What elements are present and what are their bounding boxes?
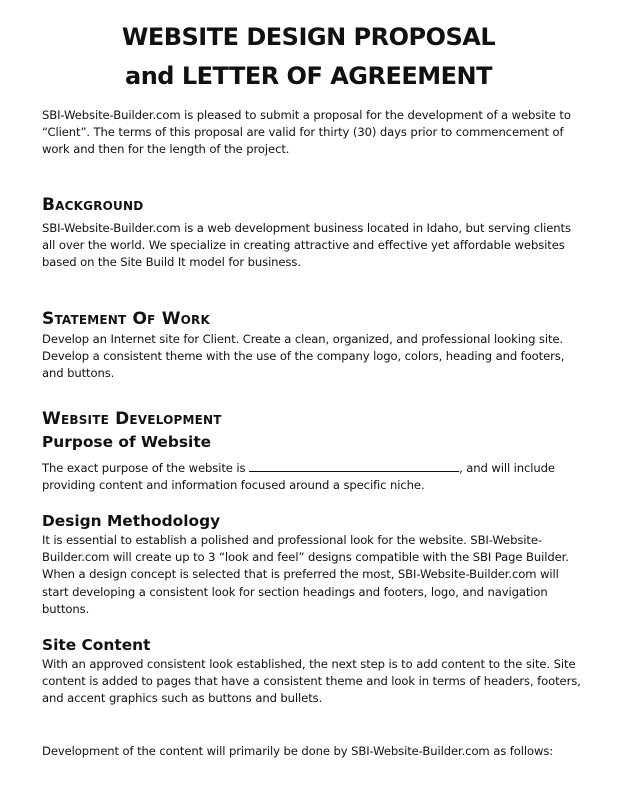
purpose-text-before: The exact purpose of the website is xyxy=(42,461,250,475)
development-paragraph: Development of the content will primarily be done by SBI-Website-Builder.com as follows: xyxy=(42,744,554,758)
intro-paragraph: SBI-Website-Builder.com is pleased to submit a proposal for the development of a website to “Client”. The terms of this proposal are valid for thirty (30) days prior to commencement of work and then for the length of the project. xyxy=(42,108,571,157)
background-heading: Background xyxy=(42,195,144,215)
purpose-text-after: , and will include providing content and information focused around a specific niche. xyxy=(42,461,555,493)
design-methodology-heading: Design Methodology xyxy=(42,512,221,530)
site-content-paragraph: With an approved consistent look established, the next step is to add content to the site. Site content is added to pages that have a consistent theme and look in terms of headers, footers, and accent graphics such as buttons and bullets. xyxy=(42,657,581,706)
site-content-heading: Site Content xyxy=(42,636,151,654)
design-methodology-paragraph: It is essential to establish a polished and professional look for the website. SBI-Website-Builder.com will create up to 3 “look and feel” designs compatible with the SBI Page Builder. When a design concept is selected that is preferred the most, SBI-Website-Builder.com will start developing a consistent look for section headings and footers, logo, and navigation buttons. xyxy=(42,533,569,616)
purpose-blank-line xyxy=(249,461,459,472)
purpose-of-website-heading: Purpose of Website xyxy=(42,433,212,451)
document-title-line-1: WEBSITE DESIGN PROPOSAL xyxy=(121,23,496,51)
statement-of-work-heading: Statement Of Work xyxy=(42,309,210,329)
document-title-line-2: and LETTER OF AGREEMENT xyxy=(125,62,492,90)
background-paragraph: SBI-Website-Builder.com is a web development business located in Idaho, but serving clients all over the world. We specialize in creating attractive and effective yet affordable websites based on the Site Build It model for business. xyxy=(42,221,571,270)
website-development-heading: Website Development xyxy=(42,409,222,429)
purpose-paragraph xyxy=(42,460,582,494)
statement-of-work-paragraph: Develop an Internet site for Client. Create a clean, organized, and professional looking site. Develop a consistent theme with the use of the company logo, colors, heading and footers, and buttons. xyxy=(42,332,565,381)
